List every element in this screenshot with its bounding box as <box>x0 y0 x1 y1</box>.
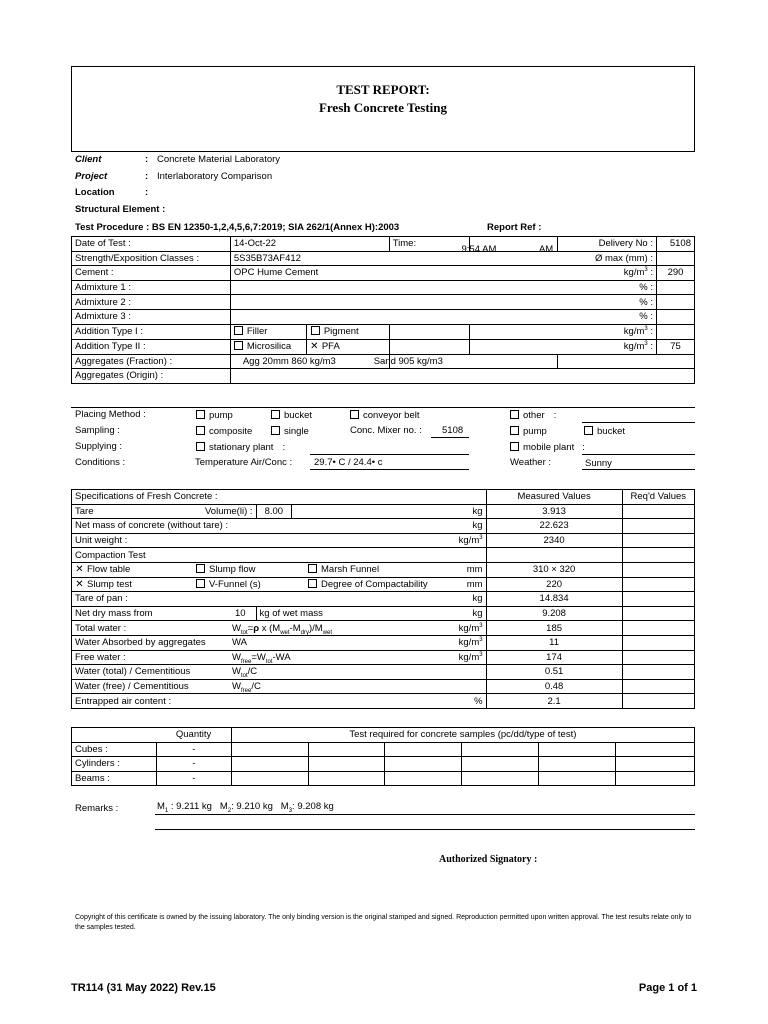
wetmass-cell: kg of wet mass kg <box>256 606 486 621</box>
fresh-concrete-spec-table <box>71 489 695 709</box>
slumptest-checked-icon[interactable]: ✕ <box>75 578 84 590</box>
table-row <box>72 665 695 680</box>
remarks-line-1 <box>155 814 695 815</box>
page-number: Page 1 of 1 <box>638 982 697 994</box>
table-row <box>72 650 695 665</box>
microsilica-pfa-cell <box>230 339 389 354</box>
other-underline <box>582 422 695 423</box>
time-value-cell <box>461 237 558 255</box>
totalwater-value: 185 <box>486 621 622 636</box>
flowtable-checked-icon[interactable]: ✕ <box>75 564 84 576</box>
freewater-formula: $W_{free}=W_{tot}-WA$ <box>232 651 291 665</box>
unitweight-cell: Unit weight : $kg/m^3$ <box>72 533 487 548</box>
absorbed-cell: Water Absorbed by aggregates WA $kg/m^3$ <box>72 635 487 650</box>
composite-option[interactable]: composite <box>196 426 252 437</box>
wfc-value: 0.48 <box>486 679 622 694</box>
pump-checkbox[interactable] <box>196 410 205 419</box>
compaction-label: Compaction Test <box>72 548 487 563</box>
location-row <box>75 187 157 198</box>
table-row <box>72 621 695 636</box>
absorbed-value: 11 <box>486 635 622 650</box>
authorized-signatory: Authorized Signatory : <box>439 854 538 865</box>
project-value: Interlaboratory Comparison <box>157 171 273 182</box>
wtc-formula: $W_{tot}/C$ <box>232 666 258 680</box>
reqd-header: Req'd Values <box>622 490 694 505</box>
time-ampm: AM <box>538 243 554 255</box>
time-value: 9:54 AM <box>461 243 497 255</box>
table-row <box>72 679 695 694</box>
divider <box>71 407 695 408</box>
freewater-cell: Free water : $W_{free}=W_{tot}-WA$ $kg/m^3$ <box>72 650 487 665</box>
addition2-unit: $kg/m^3$ : <box>558 339 657 354</box>
time-cell <box>389 237 469 252</box>
client-label: Client <box>75 154 102 165</box>
client-row <box>75 154 280 165</box>
aggregates-origin-label: Aggregates (Origin) : <box>72 369 231 384</box>
tarepan-cell: Tare of pan : kg <box>72 592 487 607</box>
stationary-checkbox[interactable] <box>196 442 205 451</box>
filler-pigment-cell <box>230 324 389 339</box>
report-header <box>71 66 695 152</box>
slumpflow-checkbox[interactable] <box>196 564 205 573</box>
table-row <box>72 533 695 548</box>
date-value: 14-Oct-22 <box>230 237 389 252</box>
strength-label: Strength/Exposition Classes : <box>72 251 231 266</box>
beams-label: Beams : <box>72 771 157 786</box>
table-row <box>72 237 695 252</box>
netmass-value: 22.623 <box>486 519 622 534</box>
netmass-cell: Net mass of concrete (without tare) : kg <box>72 519 487 534</box>
addition2-label: Addition Type II : <box>72 339 231 354</box>
other-option[interactable]: other : <box>510 410 556 421</box>
aggregates-fraction-label: Aggregates (Fraction) : <box>72 354 231 369</box>
conveyor-checkbox[interactable] <box>350 410 359 419</box>
table-row <box>72 295 695 310</box>
temperature-value: 29.7• C / 24.4• c <box>314 457 383 468</box>
sampling-label: Sampling : <box>75 425 120 436</box>
cylinders-label: Cylinders : <box>72 757 157 772</box>
table-row <box>72 309 695 324</box>
mixer-label: Conc. Mixer no. : <box>350 425 422 436</box>
pfa-label: PFA <box>321 340 340 352</box>
mobile-underline <box>582 454 695 455</box>
copyright-notice: Copyright of this certificate is owned by the issuing laboratory. The only binding version is the original stamped and signed. Reproduction permitted upon written approval. The test results relate only to the samples tested. <box>75 914 692 931</box>
cylinders-qty: - <box>156 757 231 772</box>
volume-value: 8.00 <box>256 504 292 519</box>
colon: : <box>145 187 149 198</box>
remarks-label: Remarks : <box>75 803 119 814</box>
table-row <box>72 548 695 563</box>
delivery-label: Delivery No : <box>558 237 657 252</box>
drymass-qty: 10 <box>185 606 256 621</box>
structural-element-label: Structural Element : <box>75 204 166 215</box>
omax-label: Ø max (mm) : <box>558 251 657 266</box>
pct-label: % : <box>558 295 657 310</box>
project-row <box>75 171 272 182</box>
single-option[interactable]: single <box>271 426 309 437</box>
tare-label: Tare <box>72 504 186 519</box>
form-number: TR114 (31 May 2022) Rev.15 <box>71 982 216 994</box>
filler-checkbox[interactable] <box>234 326 243 335</box>
placing-method-label: Placing Method : <box>75 409 146 420</box>
vfunnel-checkbox[interactable] <box>196 579 205 588</box>
cement-unit: $kg/m^3$ : <box>558 266 657 281</box>
table-row <box>72 592 695 607</box>
samples-table <box>71 727 695 786</box>
single-checkbox[interactable] <box>271 426 280 435</box>
admixture3-label: Admixture 3 : <box>72 309 231 324</box>
cubes-qty: - <box>156 742 231 757</box>
air-value: 2.1 <box>486 694 622 709</box>
aggregates-value-2: Sand 905 kg/m3 <box>373 355 443 367</box>
stationary-underline <box>310 454 469 455</box>
mobile-checkbox[interactable] <box>510 442 519 451</box>
admixture2-label: Admixture 2 : <box>72 295 231 310</box>
table-row <box>72 757 695 772</box>
table-row <box>72 504 695 519</box>
cement-label: Cement : <box>72 266 231 281</box>
delivery-value: 5108 <box>657 237 695 252</box>
slump-value: 220 <box>486 577 622 592</box>
aggregates-value-1: Agg 20mm 860 kg/m3 <box>230 354 389 369</box>
cement-value: OPC Hume Cement <box>230 266 557 281</box>
cubes-label: Cubes : <box>72 742 157 757</box>
admixture1-label: Admixture 1 : <box>72 280 231 295</box>
degree-checkbox[interactable] <box>308 579 317 588</box>
sampling-pump-option[interactable]: pump <box>510 426 547 437</box>
colon: : <box>145 154 149 165</box>
cement-qty: 290 <box>657 266 695 281</box>
location-label: Location <box>75 187 115 198</box>
table-row <box>72 606 695 621</box>
compaction-row-2: ✕ Slump test V-Funnel (s) Degree of Compactability mm <box>72 577 487 592</box>
pfa-checked-icon[interactable]: ✕ <box>310 340 319 352</box>
strength-value: 5S35B73AF412 <box>230 251 557 266</box>
wtc-value: 0.51 <box>486 665 622 680</box>
weather-label: Weather : <box>510 457 552 468</box>
pigment-label: Pigment <box>323 325 359 337</box>
bucket-checkbox[interactable] <box>271 410 280 419</box>
filler-label: Filler <box>246 325 268 337</box>
volume-label: Volume(li) : <box>185 504 256 519</box>
mixer-underline <box>431 437 469 438</box>
tarepan-value: 14.834 <box>486 592 622 607</box>
table-row <box>72 369 695 384</box>
addition1-unit: $kg/m^3$ : <box>558 324 657 339</box>
test-required-header: Test required for concrete samples (pc/dd/type of test) <box>231 728 694 743</box>
wfc-formula: $W_{free}/C$ <box>232 681 261 694</box>
other-checkbox[interactable] <box>510 410 519 419</box>
measured-header: Measured Values <box>486 490 622 505</box>
drymass-label: Net dry mass from <box>72 606 186 621</box>
unitweight-value: 2340 <box>486 533 622 548</box>
table-row <box>72 339 695 354</box>
test-procedure: Test Procedure : BS EN 12350-1,2,4,5,6,7:2019; SIA 262/1(Annex H):2003 <box>75 222 400 233</box>
conditions-label: Conditions : <box>75 457 126 468</box>
table-row <box>72 519 695 534</box>
pigment-checkbox[interactable] <box>311 326 320 335</box>
mobile-option[interactable]: mobile plant : <box>510 442 585 453</box>
date-label: Date of Test : <box>72 237 231 252</box>
pump-option[interactable]: pump <box>196 410 233 421</box>
table-row <box>72 577 695 592</box>
weather-value: Sunny <box>585 458 612 469</box>
table-row <box>72 562 695 577</box>
addition2-qty: 75 <box>657 339 695 354</box>
colon: : <box>145 171 149 182</box>
pct-label: % : <box>558 280 657 295</box>
table-row <box>72 742 695 757</box>
report-ref-label: Report Ref : <box>487 222 542 233</box>
spec-label: Specifications of Fresh Concrete : <box>72 490 487 505</box>
pct-label: % : <box>558 309 657 324</box>
concrete-details-table <box>71 236 695 384</box>
temperature-label: Temperature Air/Conc : <box>195 457 293 468</box>
microsilica-label: Microsilica <box>246 340 292 352</box>
wtc-cell: Water (total) / Cementitious $W_{tot}/C$ <box>72 665 487 680</box>
conveyor-option[interactable]: conveyor belt <box>350 410 420 421</box>
mixer-value: 5108 <box>442 425 464 436</box>
table-row <box>72 324 695 339</box>
addition1-label: Addition Type I : <box>72 324 231 339</box>
remarks-line-2 <box>155 829 695 830</box>
microsilica-checkbox[interactable] <box>234 341 243 350</box>
weather-underline <box>582 469 695 470</box>
tare-unit: kg <box>292 504 486 519</box>
project-label: Project <box>75 171 108 182</box>
quantity-header: Quantity <box>156 728 231 743</box>
table-row <box>72 694 695 709</box>
tare-value: 3.913 <box>486 504 622 519</box>
marsh-checkbox[interactable] <box>308 564 317 573</box>
supplying-label: Supplying : <box>75 441 123 452</box>
sampling-pump-checkbox[interactable] <box>510 426 519 435</box>
freewater-value: 174 <box>486 650 622 665</box>
report-title: TEST REPORT: <box>336 82 430 97</box>
drymass-value: 9.208 <box>486 606 622 621</box>
temperature-underline <box>310 469 469 470</box>
composite-checkbox[interactable] <box>196 426 205 435</box>
remarks-value: $M_1$ : 9.211 kg $M_2$: 9.210 kg $M_3$: 9.208 kg <box>157 801 334 814</box>
table-row <box>72 728 695 743</box>
time-label: Time: <box>392 238 417 250</box>
totalwater-cell: Total water : $W_{tot}=\rho$ x $(M_{wet}-M_{dry})/M_{wet}$ $kg/m^3$ <box>72 621 487 636</box>
table-row <box>72 635 695 650</box>
compaction-row-1: ✕ Flow table Slump flow Marsh Funnel mm <box>72 562 487 577</box>
totalwater-formula: $W_{tot}=\rho$ x $(M_{wet}-M_{dry})/M_{wet}$ <box>232 622 333 636</box>
wfc-cell: Water (free) / Cementitious $W_{free}/C$ <box>72 679 487 694</box>
table-row <box>72 280 695 295</box>
sampling-bucket-option[interactable]: bucket <box>584 426 625 437</box>
table-row <box>72 490 695 505</box>
air-cell: Entrapped air content : % <box>72 694 487 709</box>
table-row <box>72 354 695 369</box>
omax-value <box>657 251 695 266</box>
stationary-option[interactable]: stationary plant : <box>196 442 285 453</box>
report-subtitle: Fresh Concrete Testing <box>318 100 448 115</box>
table-row <box>72 251 695 266</box>
client-value: Concrete Material Laboratory <box>157 154 281 165</box>
beams-qty: - <box>156 771 231 786</box>
bucket-option[interactable]: bucket <box>271 410 312 421</box>
flow-value: 310 × 320 <box>486 562 622 577</box>
table-row <box>72 266 695 281</box>
sampling-bucket-checkbox[interactable] <box>584 426 593 435</box>
table-row <box>72 771 695 786</box>
